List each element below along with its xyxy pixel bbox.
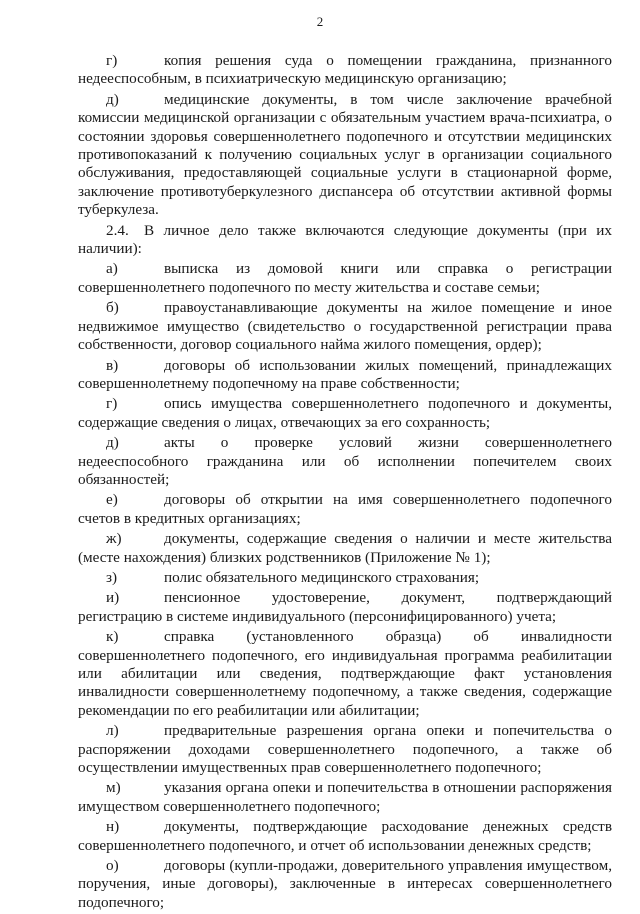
paragraph-k	[78, 628, 612, 720]
paragraph-d2	[78, 434, 612, 489]
paragraph-b	[78, 299, 612, 354]
item-marker: к)	[106, 628, 119, 646]
paragraph-z	[78, 569, 612, 587]
item-marker: м)	[106, 779, 121, 797]
item-text: договоры (купли-продажи, доверительного управления имуществом, поручения, иные договоры), заключенные в интересах совершеннолетнего подопечного;	[78, 857, 612, 911]
paragraph-g2	[78, 395, 612, 432]
item-marker: б)	[106, 299, 119, 317]
item-marker: з)	[106, 568, 118, 586]
paragraph-n	[78, 818, 612, 855]
item-marker: а)	[106, 260, 118, 278]
item-text: справка (установленного образца) об инвалидности совершеннолетнего подопечного, его индивидуальная программа реабилитации или абилитации или сведения, подтверждающие факт установления инвалидности совершеннолетнему подопечному, а также сведения, содержащие рекомендации по его реабилитации или абилитации;	[78, 628, 612, 719]
paragraph-zh	[78, 530, 612, 567]
item-marker: е)	[106, 491, 118, 509]
page-number: 2	[316, 14, 324, 29]
paragraph-d	[78, 91, 612, 220]
item-marker: н)	[106, 818, 120, 836]
item-text: медицинские документы, в том числе заключение врачебной комиссии медицинской организации с обязательным участием врача-психиатра, о состоянии здоровья совершеннолетнего подопечного и отсутствии медицинских противопоказаний к получению социальных услуг в организации социального обслуживания, предоставляющей социальные услуги в стационарной форме, заключение противотуберкулезного диспансера об отсутствии активной формы туберкулеза.	[78, 90, 612, 219]
item-marker: л)	[106, 722, 119, 740]
section-2-4	[78, 222, 612, 259]
paragraph-a	[78, 260, 612, 297]
item-text: договоры об открытии на имя совершеннолетнего подопечного счетов в кредитных организациях;	[78, 491, 612, 527]
item-text: документы, подтверждающие расходование денежных средств совершеннолетнего подопечного, и отчет об использовании денежных средств;	[78, 818, 612, 854]
section-number: 2.4.	[106, 221, 129, 239]
paragraph-o	[78, 857, 612, 912]
item-marker: г)	[106, 52, 118, 69]
paragraph-g	[78, 52, 612, 89]
item-text: документы, содержащие сведения о наличии и месте жительства (месте нахождения) близких родственников (Приложение № 1);	[78, 530, 612, 566]
section-text: В личное дело также включаются следующие документы (при их наличии):	[78, 221, 612, 258]
item-marker: д)	[106, 434, 119, 452]
paragraph-i	[78, 589, 612, 626]
item-text: указания органа опеки и попечительства в отношении распоряжения имуществом совершеннолетнего подопечного;	[78, 779, 612, 815]
paragraph-e	[78, 491, 612, 528]
item-text: копия решения суда о помещении гражданина, признанного недееспособным, в психиатрическую медицинскую организацию;	[78, 52, 612, 88]
paragraph-m	[78, 779, 612, 816]
item-marker: в)	[106, 356, 119, 374]
item-text: полис обязательного медицинского страхования;	[164, 568, 480, 586]
paragraph-l	[78, 722, 612, 777]
item-text: опись имущества совершеннолетнего подопечного и документы, содержащие сведения о лицах, отвечающих за его сохранность;	[78, 395, 612, 431]
document-body	[78, 52, 612, 914]
item-marker: и)	[106, 589, 120, 607]
item-text: выписка из домовой книги или справка о регистрации совершеннолетнего подопечного по месту жительства и составе семьи;	[78, 260, 612, 296]
paragraph-v	[78, 357, 612, 394]
item-text: пенсионное удостоверение, документ, подтверждающий регистрацию в системе индивидуального (персонифицированного) учета;	[78, 589, 612, 625]
item-text: договоры об использовании жилых помещений, принадлежащих совершеннолетнему подопечному на праве собственности;	[78, 356, 612, 392]
item-marker: ж)	[106, 530, 122, 548]
item-text: правоустанавливающие документы на жилое помещение и иное недвижимое имущество (свидетельство о государственной регистрации права собственности, договор социального найма жилого помещения, ордер);	[78, 299, 612, 354]
item-marker: д)	[106, 90, 119, 108]
item-text: акты о проверке условий жизни совершеннолетнего недееспособного гражданина или об исполнении попечителем своих обязанностей;	[78, 434, 612, 488]
item-marker: о)	[106, 857, 119, 875]
item-text: предварительные разрешения органа опеки и попечительства о распоряжении доходами совершеннолетнего подопечного, а также об осуществлении имущественных прав совершеннолетнего подопечного;	[78, 722, 612, 777]
item-marker: г)	[106, 395, 118, 413]
